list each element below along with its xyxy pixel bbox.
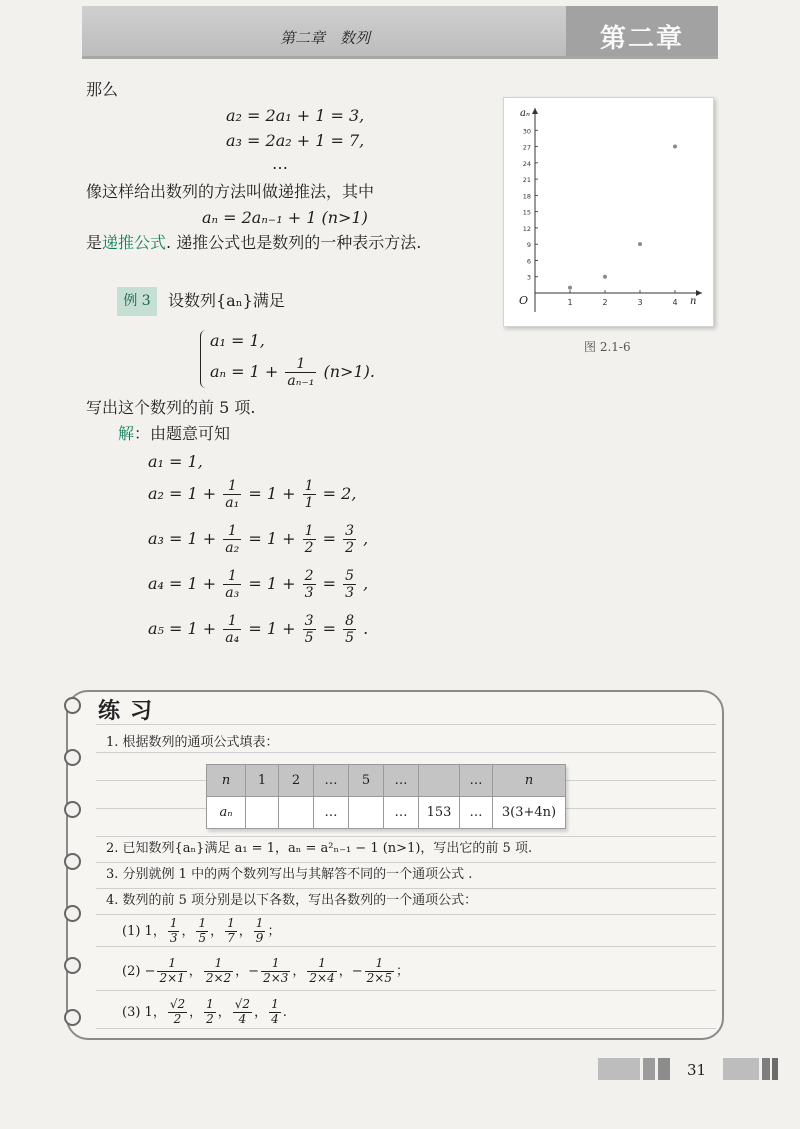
fraction: [223, 478, 241, 511]
fraction-numerator: 1: [204, 957, 233, 972]
fraction-numerator: 1: [223, 568, 241, 585]
part-label: (2): [122, 963, 141, 979]
y-tick-label: 27: [522, 143, 531, 152]
equals-sign: =: [322, 619, 337, 639]
fraction-denominator: 2: [345, 540, 355, 557]
data-point: [638, 242, 642, 246]
term-mid: = 1 +: [248, 484, 296, 504]
fraction-numerator: 3: [345, 523, 355, 539]
fraction: [223, 568, 241, 601]
fraction-denominator: 2×4: [309, 970, 335, 985]
condition-2: [210, 356, 375, 389]
fraction-numerator: 1: [255, 916, 264, 930]
term-lhs: a₄ = 1 +: [148, 574, 217, 594]
part-label: (1) 1，: [122, 923, 166, 939]
exercise-q2: 2. 已知数列{aₙ}满足 a₁ = 1，aₙ = a²ₙ₋₁ − 1 (n>1)，写出它的前 5 项.: [106, 841, 533, 856]
example-tag: 例 3: [117, 287, 157, 316]
definition-term: 递推公式: [102, 233, 167, 252]
separator: ，: [210, 923, 224, 939]
fraction-numerator: 1: [169, 916, 178, 930]
definition-line: [86, 235, 421, 251]
binder-ring: [64, 697, 81, 714]
ruled-line: [96, 946, 716, 947]
footer-bar: [772, 1058, 778, 1080]
term-rhs: = 2,: [322, 484, 357, 504]
table-cell: [419, 765, 460, 797]
fraction-numerator: 1: [198, 916, 207, 930]
x-tick-label: 3: [637, 298, 643, 307]
separator: ，: [338, 963, 352, 979]
solution-a5: [148, 613, 368, 646]
y-axis-arrow: [532, 108, 538, 114]
binder-ring: [64, 1009, 81, 1026]
y-tick-label: 24: [522, 159, 531, 168]
fraction: [225, 917, 237, 946]
binder-ring: [64, 905, 81, 922]
fraction-numerator: 1: [223, 478, 241, 495]
example-question: 写出这个数列的前 5 项.: [86, 398, 256, 417]
separator: ，: [238, 923, 252, 939]
y-tick-label: 21: [522, 176, 531, 185]
separator: ；: [267, 923, 281, 939]
x-axis-label: n: [690, 296, 697, 307]
fraction-denominator: aₙ₋₁: [287, 373, 315, 390]
separator: ，: [189, 1004, 203, 1020]
minus-sign: −: [351, 963, 363, 979]
fraction-numerator: 3: [304, 613, 314, 629]
data-point: [603, 275, 607, 279]
x-tick-label: 2: [602, 298, 608, 307]
system-brace: [200, 330, 207, 388]
part-items: [166, 997, 287, 1026]
condition-1: a₁ = 1,: [210, 331, 265, 350]
ruled-line: [96, 990, 716, 991]
then-word: 那么: [86, 80, 119, 99]
equation-a2: a₂ = 2a₁ + 1 = 3,: [226, 106, 365, 125]
table-cell: …: [384, 797, 419, 829]
fraction: [157, 957, 186, 986]
fraction: [343, 613, 356, 646]
solution-label: 解: [118, 424, 135, 443]
term-lhs: a₃ = 1 +: [148, 529, 217, 549]
fraction-denominator: 4: [271, 1011, 279, 1026]
fraction-denominator: a₂: [225, 540, 240, 557]
recursion-formula: aₙ = 2aₙ₋₁ + 1 (n>1): [202, 208, 368, 227]
fraction-denominator: 5: [198, 930, 207, 945]
fraction-numerator: 8: [345, 613, 355, 629]
fraction-numerator: 2: [304, 568, 314, 584]
binder-ring: [64, 957, 81, 974]
fraction: [303, 613, 316, 646]
ruled-line: [96, 724, 716, 725]
fraction-denominator: 2: [173, 1011, 182, 1026]
fraction-denominator: 5: [304, 630, 314, 647]
x-tick-label: 1: [567, 298, 573, 307]
solution-a1: a₁ = 1,: [148, 452, 203, 471]
solution-intro: [118, 426, 230, 442]
y-axis-label: aₙ: [520, 108, 531, 119]
definition-suffix: . 递推公式也是数列的一种表示方法.: [166, 233, 422, 252]
data-point: [673, 145, 677, 149]
table-cell: 153: [419, 797, 460, 829]
fraction-denominator: 9: [255, 930, 264, 945]
chart-axes: [519, 108, 702, 312]
fraction-numerator: 1: [285, 356, 316, 373]
x-tick-label: 4: [672, 298, 678, 307]
term-end: .: [363, 619, 369, 639]
table-cell: n: [493, 765, 566, 797]
fraction-denominator: 2×3: [263, 970, 289, 985]
fraction-numerator: 1: [223, 613, 241, 630]
footer-bar: [598, 1058, 640, 1080]
equation-a3: a₃ = 2a₂ + 1 = 7,: [226, 131, 365, 150]
fraction: [233, 998, 252, 1027]
page-number: 31: [687, 1061, 707, 1079]
exercise-part-3: [122, 998, 287, 1027]
separator: ，: [292, 963, 306, 979]
fraction-denominator: 2×1: [159, 970, 185, 985]
fraction: [343, 568, 356, 601]
separator: ，: [188, 963, 202, 979]
table-cell: 1: [246, 765, 279, 797]
solution-a4: [148, 568, 368, 601]
y-tick-label: 12: [522, 224, 531, 233]
x-axis-arrow: [696, 290, 702, 296]
table-cell: [279, 797, 314, 829]
fraction-denominator: 3: [169, 930, 178, 945]
exercise-title: 练习: [98, 698, 163, 724]
minus-sign: −: [248, 963, 260, 979]
table-row: [207, 797, 566, 829]
table-cell: …: [314, 765, 349, 797]
data-point: [568, 286, 572, 290]
separator: .: [282, 1004, 287, 1020]
fraction-denominator: 3: [345, 585, 355, 602]
fraction-numerator: 1: [261, 957, 290, 972]
solution-intro-text: ：由题意可知: [134, 424, 231, 443]
term-end: ,: [363, 574, 369, 594]
term-lhs: a₅ = 1 +: [148, 619, 217, 639]
fraction-denominator: 2×2: [205, 970, 232, 985]
fill-in-table: [206, 764, 566, 829]
ruled-line: [96, 1028, 716, 1029]
fraction-denominator: a₃: [225, 585, 240, 602]
footer-bar: [658, 1058, 670, 1080]
y-tick-label: 6: [526, 257, 531, 266]
exercise-part-2: [122, 957, 409, 986]
fraction-denominator: 2: [206, 1011, 214, 1026]
separator: ，: [235, 963, 249, 979]
separator: ，: [217, 1004, 231, 1020]
fraction-numerator: √2: [234, 997, 251, 1011]
fraction-numerator: √2: [169, 997, 186, 1011]
exercise-part-1: [122, 917, 280, 946]
table-cell: 5: [349, 765, 384, 797]
equals-sign: =: [322, 574, 337, 594]
term-end: ,: [363, 529, 369, 549]
fraction-denominator: 3: [304, 585, 314, 602]
footer-bar: [762, 1058, 770, 1080]
table-cell: …: [384, 765, 419, 797]
fraction: [196, 917, 208, 946]
definition-prefix: 是: [86, 233, 103, 252]
fraction-numerator: 1: [223, 523, 241, 540]
fraction-numerator: 1: [206, 997, 214, 1011]
chapter-tab-label: 第二章: [600, 24, 685, 54]
fraction: [303, 523, 316, 556]
fraction: [254, 917, 266, 946]
fraction-numerator: 1: [365, 957, 394, 972]
fraction: [223, 523, 241, 556]
fraction: [204, 957, 233, 986]
ruled-line: [96, 836, 716, 837]
table-header-row: [207, 765, 566, 797]
condition-2-left: aₙ = 1 +: [210, 362, 279, 382]
term-lhs: a₂ = 1 +: [148, 484, 217, 504]
figure-frame: [503, 97, 714, 327]
scatter-chart: [504, 98, 713, 326]
y-tick-label: 9: [526, 241, 531, 250]
fraction: [204, 998, 216, 1027]
minus-sign: −: [144, 963, 156, 979]
fraction: [168, 917, 180, 946]
fraction: [343, 523, 356, 556]
table-cell: aₙ: [207, 797, 246, 829]
ruled-line: [96, 752, 716, 753]
term-mid: = 1 +: [248, 574, 296, 594]
footer-bar: [723, 1058, 759, 1080]
fraction: [303, 478, 316, 511]
fraction: [261, 957, 290, 986]
table-cell: n: [207, 765, 246, 797]
part-items: [144, 956, 409, 985]
part-label: (3) 1，: [122, 1004, 166, 1020]
fraction-numerator: 1: [304, 523, 314, 539]
exercise-q3: 3. 分别就例 1 中的两个数列写出与其解答不同的一个通项公式 .: [106, 867, 473, 882]
binder-ring: [64, 853, 81, 870]
table-cell: [246, 797, 279, 829]
equals-sign: =: [322, 529, 337, 549]
fraction-numerator: 1: [227, 916, 235, 930]
fraction-denominator: a₁: [225, 495, 240, 512]
table-cell: …: [460, 765, 493, 797]
footer-bar: [643, 1058, 655, 1080]
ruled-line: [96, 862, 716, 863]
fraction-denominator: 2: [304, 540, 314, 557]
origin-label: O: [519, 294, 529, 307]
y-tick-label: 18: [522, 192, 531, 201]
figure-caption: 图 2.1-6: [584, 340, 631, 354]
method-text: 像这样给出数列的方法叫做递推法，其中: [86, 182, 375, 201]
part-items: [166, 916, 281, 945]
table-cell: [349, 797, 384, 829]
fraction-denominator: 4: [238, 1011, 247, 1026]
fraction: [307, 957, 336, 986]
example-statement: 设数列{aₙ}满足: [168, 291, 285, 310]
binder-ring: [64, 749, 81, 766]
fraction-numerator: 5: [345, 568, 355, 584]
y-tick-label: 15: [522, 208, 531, 217]
fraction-denominator: a₄: [225, 630, 240, 647]
y-tick-label: 30: [522, 127, 531, 136]
ruled-line: [96, 914, 716, 915]
separator: ，: [254, 1004, 268, 1020]
fraction-denominator: 2×5: [366, 970, 392, 985]
ellipsis: …: [272, 154, 288, 173]
table-cell: …: [460, 797, 493, 829]
fraction: [168, 998, 187, 1027]
fraction: [365, 957, 394, 986]
ruled-line: [96, 888, 716, 889]
fraction-numerator: 1: [304, 478, 314, 494]
fraction: [285, 356, 316, 389]
fraction-numerator: 1: [271, 997, 279, 1011]
chart-points: [568, 145, 677, 290]
fraction: [269, 998, 281, 1027]
table-cell: …: [314, 797, 349, 829]
solution-a2: [148, 478, 356, 511]
term-mid: = 1 +: [248, 529, 296, 549]
fraction-numerator: 1: [157, 957, 186, 972]
fraction: [223, 613, 241, 646]
fraction-denominator: 5: [345, 630, 355, 647]
fraction-denominator: 1: [304, 495, 314, 512]
fraction: [303, 568, 316, 601]
binder-ring: [64, 801, 81, 818]
exercise-q1: 1. 根据数列的通项公式填表：: [106, 735, 279, 750]
term-mid: = 1 +: [248, 619, 296, 639]
separator: ，: [181, 923, 195, 939]
running-header-title: 第二章 数列: [280, 29, 371, 47]
table-cell: 3(3+4n): [493, 797, 566, 829]
y-tick-label: 3: [526, 273, 531, 282]
solution-a3: [148, 523, 368, 556]
fraction-denominator: 7: [227, 930, 235, 945]
table-cell: 2: [279, 765, 314, 797]
condition-2-right: (n>1).: [323, 362, 375, 382]
fraction-numerator: 1: [307, 957, 336, 972]
exercise-q4: 4. 数列的前 5 项分别是以下各数，写出各数列的一个通项公式：: [106, 893, 478, 908]
separator: ；: [395, 963, 409, 979]
